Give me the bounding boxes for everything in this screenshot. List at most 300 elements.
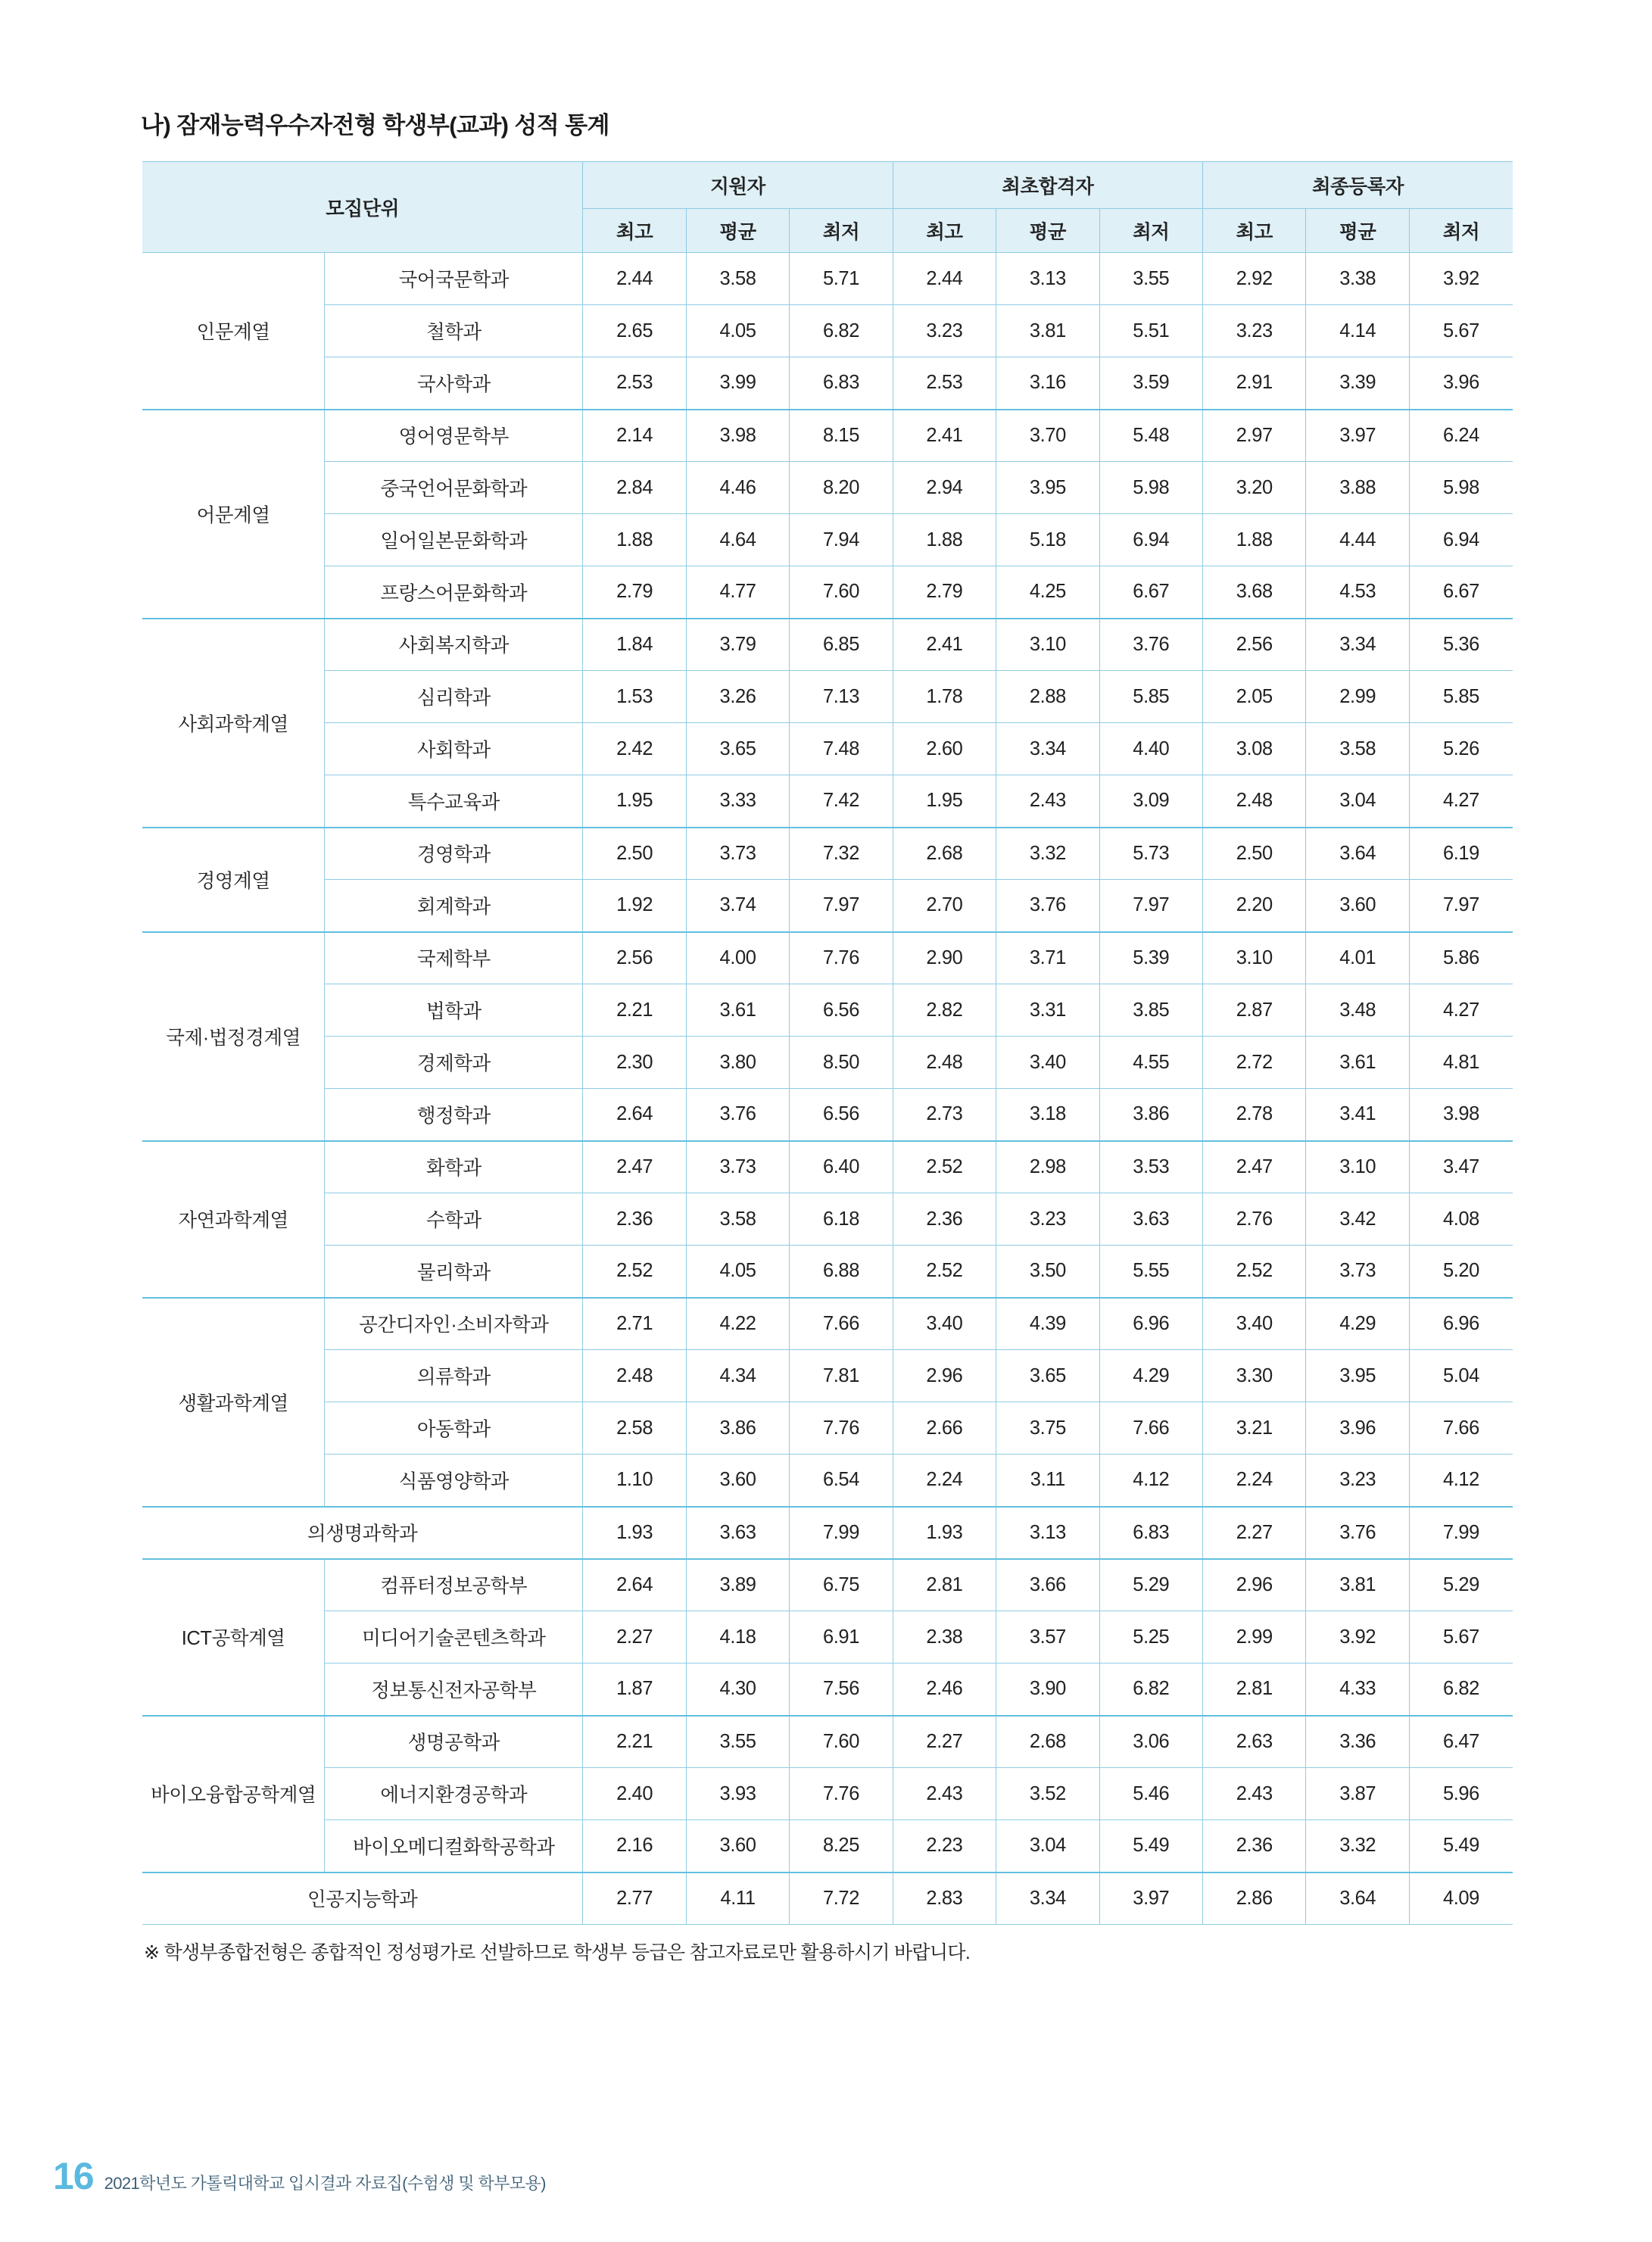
cell-value: 3.64 [1306,1872,1409,1925]
cell-value: 2.41 [893,410,996,462]
cell-value: 4.09 [1409,1872,1513,1925]
cell-value: 2.72 [1203,1037,1306,1089]
table-row [142,828,1513,880]
cell-value: 6.82 [1409,1664,1513,1716]
cell-value: 6.24 [1409,410,1513,462]
subheader-applicants-avg: 평균 [686,209,789,253]
cell-value: 5.98 [1409,462,1513,514]
cell-value: 5.86 [1409,932,1513,984]
cell-value: 7.66 [1099,1402,1202,1455]
cell-value: 2.41 [893,619,996,671]
cell-value: 3.81 [996,305,1099,357]
cell-value: 6.96 [1099,1298,1202,1350]
subheader-initial-min: 최저 [1099,209,1202,253]
cell-value: 2.91 [1203,357,1306,410]
cell-value: 2.52 [1203,1246,1306,1298]
cell-value: 5.48 [1099,410,1202,462]
cell-value: 3.40 [893,1298,996,1350]
subheader-applicants-max: 최고 [583,209,686,253]
cell-category: 어문계열 [142,410,325,619]
cell-value: 3.73 [686,1141,789,1193]
cell-category: 경영계열 [142,828,325,932]
table-row [142,775,1513,828]
cell-value: 5.67 [1409,305,1513,357]
cell-category: 바이오융합공학계열 [142,1716,325,1872]
table-row [142,1820,1513,1872]
cell-department: 경제학과 [325,1037,583,1089]
cell-value: 5.96 [1409,1768,1513,1820]
cell-value: 3.76 [686,1089,789,1141]
cell-value: 3.13 [996,253,1099,305]
cell-value: 3.55 [1099,253,1202,305]
cell-value: 5.26 [1409,723,1513,775]
cell-value: 4.11 [686,1872,789,1925]
cell-category: 자연과학계열 [142,1141,325,1298]
cell-value: 3.99 [686,357,789,410]
cell-value: 4.40 [1099,723,1202,775]
cell-value: 4.29 [1306,1298,1409,1350]
cell-value: 3.85 [1099,984,1202,1037]
cell-value: 3.60 [1306,880,1409,932]
cell-value: 2.52 [583,1246,686,1298]
cell-value: 3.57 [996,1611,1099,1664]
cell-value: 2.73 [893,1089,996,1141]
cell-value: 2.81 [1203,1664,1306,1716]
cell-department: 생명공학과 [325,1716,583,1768]
cell-value: 1.88 [893,514,996,566]
cell-value: 5.29 [1099,1559,1202,1611]
cell-value: 6.82 [1099,1664,1202,1716]
cell-department: 아동학과 [325,1402,583,1455]
cell-value: 2.88 [996,671,1099,723]
table-row [142,1298,1513,1350]
cell-value: 7.99 [1409,1507,1513,1559]
cell-value: 3.74 [686,880,789,932]
cell-value: 3.20 [1203,462,1306,514]
cell-department: 경영학과 [325,828,583,880]
cell-value: 1.53 [583,671,686,723]
cell-value: 6.67 [1409,566,1513,619]
cell-value: 4.27 [1409,984,1513,1037]
table-row [142,1455,1513,1507]
cell-value: 7.99 [790,1507,893,1559]
cell-department: 프랑스어문화학과 [325,566,583,619]
cell-value: 7.56 [790,1664,893,1716]
cell-value: 6.82 [790,305,893,357]
cell-value: 2.44 [893,253,996,305]
table-head [142,162,1513,253]
subheader-final-avg: 평균 [1306,209,1409,253]
cell-value: 6.56 [790,1089,893,1141]
cell-value: 2.87 [1203,984,1306,1037]
cell-value: 3.92 [1409,253,1513,305]
header-row-groups [142,162,1513,209]
cell-value: 3.87 [1306,1768,1409,1820]
cell-department: 심리학과 [325,671,583,723]
table-row [142,619,1513,671]
cell-department: 사회복지학과 [325,619,583,671]
cell-value: 4.29 [1099,1350,1202,1402]
cell-department: 공간디자인·소비자학과 [325,1298,583,1350]
cell-category: ICT공학계열 [142,1559,325,1716]
cell-value: 3.61 [1306,1037,1409,1089]
cell-value: 3.23 [1203,305,1306,357]
cell-value: 2.70 [893,880,996,932]
cell-value: 6.47 [1409,1716,1513,1768]
footer-caption: 2021학년도 가톨릭대학교 입시결과 자료집(수험생 및 학부모용) [104,2174,546,2193]
cell-value: 5.36 [1409,619,1513,671]
cell-category: 인문계열 [142,253,325,410]
cell-value: 5.46 [1099,1768,1202,1820]
cell-value: 2.71 [583,1298,686,1350]
cell-value: 3.63 [686,1507,789,1559]
subheader-final-max: 최고 [1203,209,1306,253]
table-row [142,514,1513,566]
cell-value: 3.80 [686,1037,789,1089]
cell-value: 4.81 [1409,1037,1513,1089]
cell-value: 2.86 [1203,1872,1306,1925]
cell-value: 3.18 [996,1089,1099,1141]
cell-value: 2.64 [583,1559,686,1611]
cell-value: 2.50 [1203,828,1306,880]
table-row [142,880,1513,932]
cell-value: 2.90 [893,932,996,984]
cell-department: 법학과 [325,984,583,1037]
cell-value: 7.13 [790,671,893,723]
cell-value: 6.96 [1409,1298,1513,1350]
cell-value: 2.99 [1203,1611,1306,1664]
cell-value: 5.39 [1099,932,1202,984]
cell-value: 3.40 [996,1037,1099,1089]
cell-value: 7.60 [790,1716,893,1768]
cell-value: 2.36 [893,1193,996,1246]
cell-value: 2.64 [583,1089,686,1141]
cell-value: 3.60 [686,1820,789,1872]
cell-value: 1.78 [893,671,996,723]
cell-value: 1.10 [583,1455,686,1507]
cell-value: 7.76 [790,1768,893,1820]
cell-value: 2.53 [583,357,686,410]
cell-value: 4.05 [686,305,789,357]
cell-value: 2.44 [583,253,686,305]
cell-value: 3.86 [686,1402,789,1455]
cell-value: 7.42 [790,775,893,828]
header-group-final-enrolled: 최종등록자 [1203,162,1513,209]
cell-value: 2.05 [1203,671,1306,723]
subheader-initial-avg: 평균 [996,209,1099,253]
cell-value: 4.39 [996,1298,1099,1350]
cell-value: 2.14 [583,410,686,462]
table-row [142,253,1513,305]
table-row [142,1664,1513,1716]
cell-department: 컴퓨터정보공학부 [325,1559,583,1611]
cell-value: 6.75 [790,1559,893,1611]
table-row [142,1872,1513,1925]
cell-value: 1.88 [583,514,686,566]
cell-value: 7.60 [790,566,893,619]
cell-value: 3.68 [1203,566,1306,619]
cell-value: 7.76 [790,1402,893,1455]
cell-value: 2.27 [893,1716,996,1768]
cell-value: 2.53 [893,357,996,410]
cell-value: 2.52 [893,1246,996,1298]
cell-value: 3.64 [1306,828,1409,880]
cell-value: 3.39 [1306,357,1409,410]
cell-value: 8.20 [790,462,893,514]
table-row [142,1507,1513,1559]
cell-value: 2.23 [893,1820,996,1872]
cell-value: 3.10 [1203,932,1306,984]
cell-value: 3.32 [1306,1820,1409,1872]
table-row [142,671,1513,723]
cell-value: 2.60 [893,723,996,775]
cell-value: 3.42 [1306,1193,1409,1246]
cell-value: 2.27 [1203,1507,1306,1559]
cell-value: 3.50 [996,1246,1099,1298]
cell-value: 1.93 [893,1507,996,1559]
cell-value: 3.59 [1099,357,1202,410]
cell-value: 3.88 [1306,462,1409,514]
table-row [142,984,1513,1037]
cell-value: 3.81 [1306,1559,1409,1611]
header-admission-unit: 모집단위 [142,162,583,253]
table-row [142,566,1513,619]
table-row [142,1559,1513,1611]
cell-value: 2.52 [893,1141,996,1193]
cell-value: 3.23 [1306,1455,1409,1507]
header-group-applicants: 지원자 [583,162,893,209]
cell-value: 2.82 [893,984,996,1037]
cell-value: 2.68 [996,1716,1099,1768]
cell-value: 3.34 [996,1872,1099,1925]
cell-value: 3.23 [893,305,996,357]
table-row [142,305,1513,357]
cell-department: 국제학부 [325,932,583,984]
cell-value: 3.58 [686,1193,789,1246]
cell-department: 식품영양학과 [325,1455,583,1507]
cell-value: 3.79 [686,619,789,671]
cell-value: 2.30 [583,1037,686,1089]
cell-value: 2.56 [583,932,686,984]
cell-value: 7.97 [790,880,893,932]
cell-value: 3.73 [686,828,789,880]
cell-department: 국어국문학과 [325,253,583,305]
cell-value: 7.97 [1409,880,1513,932]
cell-value: 2.24 [1203,1455,1306,1507]
cell-department: 에너지환경공학과 [325,1768,583,1820]
cell-value: 3.53 [1099,1141,1202,1193]
cell-value: 3.33 [686,775,789,828]
cell-department-merged: 인공지능학과 [142,1872,583,1925]
cell-value: 6.94 [1409,514,1513,566]
cell-value: 3.16 [996,357,1099,410]
cell-value: 8.15 [790,410,893,462]
cell-value: 1.93 [583,1507,686,1559]
cell-value: 6.19 [1409,828,1513,880]
cell-value: 3.10 [996,619,1099,671]
cell-value: 4.12 [1409,1455,1513,1507]
cell-value: 3.95 [996,462,1099,514]
cell-value: 6.88 [790,1246,893,1298]
cell-value: 5.85 [1099,671,1202,723]
cell-value: 6.91 [790,1611,893,1664]
cell-value: 7.94 [790,514,893,566]
cell-value: 3.32 [996,828,1099,880]
cell-value: 7.76 [790,932,893,984]
cell-department: 수학과 [325,1193,583,1246]
cell-value: 3.40 [1203,1298,1306,1350]
cell-value: 4.44 [1306,514,1409,566]
cell-department: 행정학과 [325,1089,583,1141]
cell-value: 3.10 [1306,1141,1409,1193]
cell-value: 2.96 [1203,1559,1306,1611]
cell-value: 2.38 [893,1611,996,1664]
subheader-applicants-min: 최저 [790,209,893,253]
cell-value: 6.83 [1099,1507,1202,1559]
cell-value: 1.95 [893,775,996,828]
cell-value: 2.63 [1203,1716,1306,1768]
cell-value: 2.56 [1203,619,1306,671]
cell-value: 1.87 [583,1664,686,1716]
cell-value: 5.49 [1099,1820,1202,1872]
cell-value: 3.90 [996,1664,1099,1716]
cell-value: 4.46 [686,462,789,514]
table-row [142,410,1513,462]
cell-value: 1.88 [1203,514,1306,566]
cell-value: 3.36 [1306,1716,1409,1768]
cell-value: 2.21 [583,1716,686,1768]
cell-value: 2.65 [583,305,686,357]
cell-value: 3.63 [1099,1193,1202,1246]
cell-value: 3.75 [996,1402,1099,1455]
cell-value: 6.18 [790,1193,893,1246]
cell-value: 6.54 [790,1455,893,1507]
cell-value: 6.85 [790,619,893,671]
footnote-text: ※ 학생부종합전형은 종합적인 정성평가로 선발하므로 학생부 등급은 참고자료로만 활용하시기 바랍니다. [144,1942,971,1963]
cell-value: 2.50 [583,828,686,880]
cell-value: 5.20 [1409,1246,1513,1298]
cell-value: 2.40 [583,1768,686,1820]
cell-value: 2.84 [583,462,686,514]
cell-value: 3.23 [996,1193,1099,1246]
cell-value: 3.06 [1099,1716,1202,1768]
cell-value: 6.67 [1099,566,1202,619]
cell-department: 정보통신전자공학부 [325,1664,583,1716]
table-body [142,253,1513,1925]
subheader-initial-max: 최고 [893,209,996,253]
cell-value: 4.33 [1306,1664,1409,1716]
cell-value: 7.81 [790,1350,893,1402]
cell-value: 3.60 [686,1455,789,1507]
cell-value: 4.34 [686,1350,789,1402]
cell-value: 2.77 [583,1872,686,1925]
cell-category: 국제·법정경계열 [142,932,325,1141]
cell-value: 3.98 [686,410,789,462]
cell-value: 2.47 [583,1141,686,1193]
table-row [142,357,1513,410]
cell-value: 8.50 [790,1037,893,1089]
cell-value: 5.29 [1409,1559,1513,1611]
cell-value: 2.99 [1306,671,1409,723]
cell-value: 3.61 [686,984,789,1037]
cell-department: 미디어기술콘텐츠학과 [325,1611,583,1664]
cell-value: 7.66 [1409,1402,1513,1455]
cell-value: 3.73 [1306,1246,1409,1298]
cell-value: 3.34 [996,723,1099,775]
cell-department: 회계학과 [325,880,583,932]
cell-value: 3.30 [1203,1350,1306,1402]
cell-value: 2.24 [893,1455,996,1507]
table-row [142,1716,1513,1768]
cell-value: 3.97 [1306,410,1409,462]
cell-value: 5.49 [1409,1820,1513,1872]
cell-value: 3.55 [686,1716,789,1768]
table-row [142,723,1513,775]
cell-value: 3.76 [1099,619,1202,671]
table-row [142,462,1513,514]
cell-value: 3.38 [1306,253,1409,305]
table-row [142,1193,1513,1246]
cell-department: 영어영문학부 [325,410,583,462]
cell-value: 2.97 [1203,410,1306,462]
cell-value: 4.00 [686,932,789,984]
cell-value: 2.46 [893,1664,996,1716]
cell-value: 3.65 [686,723,789,775]
table-row [142,1402,1513,1455]
cell-department-merged: 의생명과학과 [142,1507,583,1559]
table-row [142,1246,1513,1298]
cell-value: 2.43 [996,775,1099,828]
subheader-final-min: 최저 [1409,209,1513,253]
cell-category: 생활과학계열 [142,1298,325,1507]
table-row [142,1089,1513,1141]
cell-value: 3.65 [996,1350,1099,1402]
cell-value: 3.58 [686,253,789,305]
header-group-initial-admits: 최초합격자 [893,162,1202,209]
cell-value: 3.70 [996,410,1099,462]
cell-value: 5.04 [1409,1350,1513,1402]
cell-value: 3.52 [996,1768,1099,1820]
cell-value: 4.08 [1409,1193,1513,1246]
cell-value: 3.92 [1306,1611,1409,1664]
cell-value: 6.56 [790,984,893,1037]
table-row [142,1141,1513,1193]
cell-value: 3.04 [1306,775,1409,828]
cell-value: 2.81 [893,1559,996,1611]
cell-value: 7.72 [790,1872,893,1925]
cell-value: 3.31 [996,984,1099,1037]
cell-value: 1.95 [583,775,686,828]
cell-value: 3.34 [1306,619,1409,671]
cell-value: 4.05 [686,1246,789,1298]
cell-value: 2.79 [893,566,996,619]
cell-value: 5.71 [790,253,893,305]
cell-value: 2.83 [893,1872,996,1925]
cell-value: 3.13 [996,1507,1099,1559]
cell-value: 2.43 [1203,1768,1306,1820]
cell-value: 2.58 [583,1402,686,1455]
cell-value: 2.48 [893,1037,996,1089]
cell-value: 5.67 [1409,1611,1513,1664]
cell-value: 6.94 [1099,514,1202,566]
cell-value: 3.41 [1306,1089,1409,1141]
cell-value: 5.98 [1099,462,1202,514]
table-row [142,1611,1513,1664]
cell-value: 3.98 [1409,1089,1513,1141]
cell-value: 4.27 [1409,775,1513,828]
cell-value: 2.92 [1203,253,1306,305]
cell-value: 7.48 [790,723,893,775]
